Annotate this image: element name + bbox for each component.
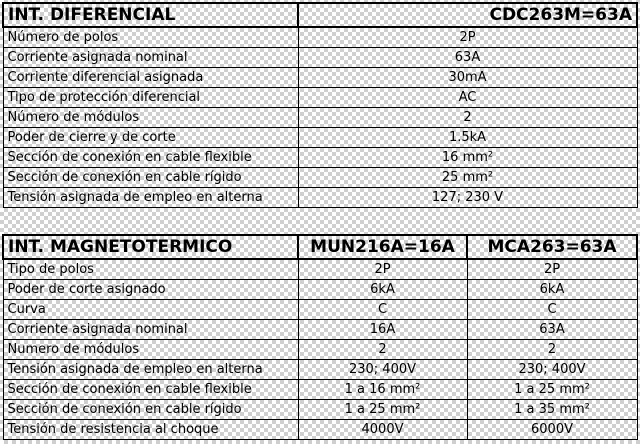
table-row bbox=[3, 188, 637, 208]
row-label: Sección de conexión en cable rígido bbox=[3, 400, 298, 420]
magnetotermico-title: INT. MAGNETOTERMICO bbox=[3, 235, 298, 259]
diferencial-header-row bbox=[3, 3, 637, 27]
table-row bbox=[3, 380, 637, 400]
row-value: 2P bbox=[298, 27, 637, 48]
row-value-a: 16A bbox=[298, 320, 467, 340]
table-row bbox=[3, 148, 637, 168]
row-label: Tensión asignada de empleo en alterna bbox=[3, 188, 298, 208]
row-value: 2 bbox=[298, 108, 637, 128]
row-value-a: 6kA bbox=[298, 280, 467, 300]
table-row bbox=[3, 300, 637, 320]
diferencial-title: INT. DIFERENCIAL bbox=[3, 3, 298, 27]
table-row bbox=[3, 128, 637, 148]
row-label: Tensión asignada de empleo en alterna bbox=[3, 360, 298, 380]
table-row bbox=[3, 27, 637, 48]
table-row bbox=[3, 48, 637, 68]
row-value: 30mA bbox=[298, 68, 637, 88]
table-row bbox=[3, 108, 637, 128]
row-value-b: 63A bbox=[467, 320, 637, 340]
row-label: Número de polos bbox=[3, 27, 298, 48]
row-value-b: 1 a 25 mm² bbox=[467, 380, 637, 400]
diferencial-model: CDC263M=63A bbox=[298, 3, 637, 27]
row-value-b: C bbox=[467, 300, 637, 320]
diferencial-table bbox=[2, 2, 638, 208]
row-label: Tipo de polos bbox=[3, 259, 298, 280]
row-value-a: 230; 400V bbox=[298, 360, 467, 380]
row-value-b: 2 bbox=[467, 340, 637, 360]
row-value-b: 1 a 35 mm² bbox=[467, 400, 637, 420]
table-row bbox=[3, 360, 637, 380]
row-value-a: 1 a 25 mm² bbox=[298, 400, 467, 420]
row-value: AC bbox=[298, 88, 637, 108]
table-row bbox=[3, 280, 637, 300]
table-row bbox=[3, 400, 637, 420]
row-value-b: 6kA bbox=[467, 280, 637, 300]
table-row bbox=[3, 168, 637, 188]
row-value-a: 2P bbox=[298, 259, 467, 280]
row-value-a: 2 bbox=[298, 340, 467, 360]
table-row bbox=[3, 320, 637, 340]
table-row bbox=[3, 88, 637, 108]
row-label: Número de módulos bbox=[3, 108, 298, 128]
magnetotermico-model-a: MUN216A=16A bbox=[298, 235, 467, 259]
magnetotermico-model-b: MCA263=63A bbox=[467, 235, 637, 259]
table-row bbox=[3, 68, 637, 88]
row-value-a: 4000V bbox=[298, 420, 467, 440]
table-row bbox=[3, 340, 637, 360]
table-row bbox=[3, 420, 637, 440]
row-label: Poder de cierre y de corte bbox=[3, 128, 298, 148]
row-label: Corriente diferencial asignada bbox=[3, 68, 298, 88]
row-label: Sección de conexión en cable flexible bbox=[3, 148, 298, 168]
row-label: Sección de conexión en cable flexible bbox=[3, 380, 298, 400]
magnetotermico-table bbox=[2, 234, 638, 440]
row-value: 1.5kA bbox=[298, 128, 637, 148]
row-label: Tipo de protección diferencial bbox=[3, 88, 298, 108]
row-value: 25 mm² bbox=[298, 168, 637, 188]
row-label: Poder de corte asignado bbox=[3, 280, 298, 300]
magnetotermico-header-row bbox=[3, 235, 637, 259]
row-label: Corriente asignada nominal bbox=[3, 320, 298, 340]
table-row bbox=[3, 259, 637, 280]
row-value-b: 2P bbox=[467, 259, 637, 280]
row-label: Numero de módulos bbox=[3, 340, 298, 360]
row-value-b: 230; 400V bbox=[467, 360, 637, 380]
row-value-b: 6000V bbox=[467, 420, 637, 440]
row-value: 16 mm² bbox=[298, 148, 637, 168]
row-value-a: C bbox=[298, 300, 467, 320]
row-label: Curva bbox=[3, 300, 298, 320]
row-label: Sección de conexión en cable rígido bbox=[3, 168, 298, 188]
row-value: 63A bbox=[298, 48, 637, 68]
row-value: 127; 230 V bbox=[298, 188, 637, 208]
row-value-a: 1 a 16 mm² bbox=[298, 380, 467, 400]
row-label: Corriente asignada nominal bbox=[3, 48, 298, 68]
row-label: Tensión de resistencia al choque bbox=[3, 420, 298, 440]
